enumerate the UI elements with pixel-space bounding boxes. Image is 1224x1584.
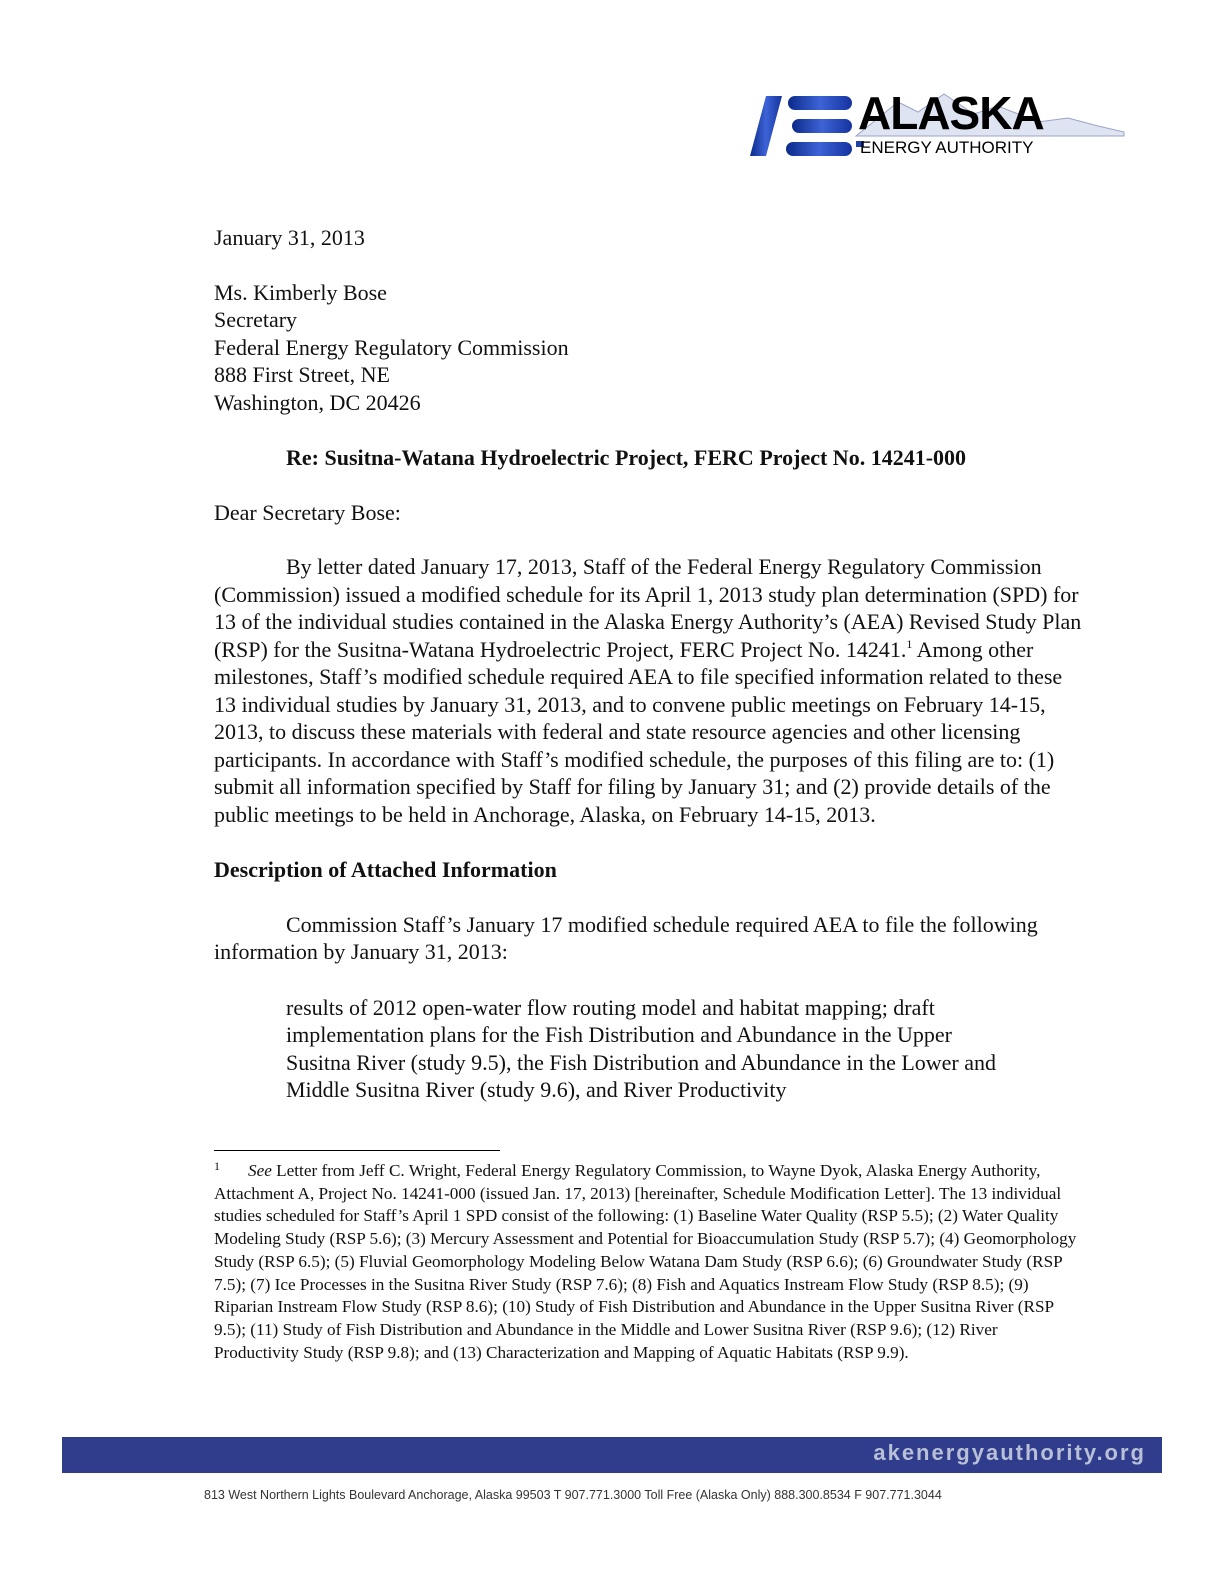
recipient-line: Federal Energy Regulatory Commission (214, 334, 569, 360)
re-line: Re: Susitna-Watana Hydroelectric Project, FERC Project No. 14241-000 (286, 445, 967, 470)
footer-website-link[interactable]: akenergyauthority.org (873, 1440, 1146, 1465)
recipient-line: Washington, DC 20426 (214, 389, 421, 415)
footnote-text: Letter from Jeff C. Wright, Federal Energy Regulatory Commission, to Wayne Dyok, Alaska Energy Authority, Attachment A, Project No. 14241-000 (issued Jan. 17, 2013) [hereinafter, Schedule Modification Letter]. The 13 individual studies scheduled for Staff’s April 1 SPD consist of the following: (1) Baseline Water Quality (RSP 5.5); (2) Water Quality Modeling Study (RSP 5.6); (3) Mercury Assessment and Potential for Bioaccumulation Study (RSP 5.7); (4) Geomorphology Study (RSP 6.5); (5) Fluvial Geomorphology Modeling Below Watana Dam Study (RSP 6.6); (6) Groundwater Study (RSP 7.5); (7) Ice Processes in the Susitna River Study (RSP 7.6); (8) Fish and Aquatics Instream Flow Study (RSP 8.5); (9) Riparian Instream Flow Study (RSP 8.6); (10) Study of Fish Distribution and Abundance in the Upper Susitna River (RSP 9.5); (11) Study of Fish Distribution and Abundance in the Middle and Lower Susitna River (RSP 9.6); (12) River Productivity Study (RSP 9.8); and (13) Characterization and Mapping of Aquatic Habitats (RSP 9.9). (214, 1161, 1077, 1362)
footnote-reference[interactable]: 1 (906, 636, 913, 651)
footnote: 1 See Letter from Jeff C. Wright, Federal Energy Regulatory Commission, to Wayne Dyok, Alaska Energy Authority, Attachment A, Project No. 14241-000 (issued Jan. 17, 2013) [hereinafter, Schedule Modification Letter]. The 13 individual studies scheduled for Staff’s April 1 SPD consist of the following: (1) Baseline Water Quality (RSP 5.5); (2) Water Quality Modeling Study (RSP 5.6); (3) Mercury Assessment and Potential for Bioaccumulation Study (RSP 5.7); (4) Geomorphology Study (RSP 6.5); (5) Fluvial Geomorphology Modeling Below Watana Dam Study (RSP 6.6); (6) Groundwater Study (RSP 7.5); (7) Ice Processes in the Susitna River Study (RSP 7.6); (8) Fish and Aquatics Instream Flow Study (RSP 8.5); (9) Riparian Instream Flow Study (RSP 8.6); (10) Study of Fish Distribution and Abundance in the Upper Susitna River (RSP 9.5); (11) Study of Fish Distribution and Abundance in the Middle and Lower Susitna River (RSP 9.6); (12) River Productivity Study (RSP 9.8); and (13) Characterization and Mapping of Aquatic Habitats (RSP 9.9). (214, 1159, 1077, 1362)
paragraph-2: Commission Staff’s January 17 modified schedule required AEA to file the following information by January 31, 2013: (214, 911, 1038, 964)
logo-subtitle: ENERGY AUTHORITY (860, 138, 1034, 157)
recipient-line: Secretary (214, 307, 298, 332)
recipient-line: 888 First Street, NE (214, 362, 390, 387)
footnote-divider (214, 1150, 500, 1151)
logo-name: ALASKA (858, 87, 1044, 139)
footnote-see: See (248, 1161, 272, 1180)
salutation: Dear Secretary Bose: (214, 499, 401, 525)
letter-body (214, 224, 1084, 1104)
footer-bar (62, 1437, 1162, 1473)
recipient-line: Ms. Kimberly Bose (214, 279, 387, 305)
paragraph-1-text-a: By letter dated January 17, 2013, Staff of the Federal Energy Regulatory Commission (Commission) issued a modified schedule for its April 1, 2013 study plan determination (SPD) for 13 of the individual studies contained in the Alaska Energy Authority’s (AEA) Revised Study Plan (RSP) for the Susitna-Watana Hydroelectric Project, FERC Project No. 14241. (214, 554, 1082, 662)
paragraph-1 (214, 553, 1084, 828)
recipient-address (214, 279, 1084, 417)
alaska-energy-authority-logo (748, 87, 1128, 162)
letter-date: January 31, 2013 (214, 225, 365, 250)
block-quote: results of 2012 open-water flow routing model and habitat mapping; draft implementation plans for the Fish Distribution and Abundance in the Upper Susitna River (study 9.5), the Fish Distribution and Abundance in the Lower and Middle Susitna River (study 9.6), and River Productivity (286, 994, 997, 1102)
section-heading: Description of Attached Information (214, 857, 557, 882)
paragraph-1-text-b: Among other milestones, Staff’s modified schedule required AEA to file specified information related to these 13 individual studies by January 31, 2013, and to convene public meetings on February 14-15, 2013, to discuss these materials with federal and state resource agencies and other licensing participants. In accordance with Staff’s modified schedule, the purposes of this filing are to: (1) submit all information specified by Staff for filing by January 31; and (2) provide details of the public meetings to be held in Anchorage, Alaska, on February 14-15, 2013. (214, 636, 1063, 827)
footer-address: 813 West Northern Lights Boulevard Anchorage, Alaska 99503 T 907.771.3000 Toll Free (Alaska Only) 888.300.8534 F 907.771.3044 (204, 1488, 942, 1502)
